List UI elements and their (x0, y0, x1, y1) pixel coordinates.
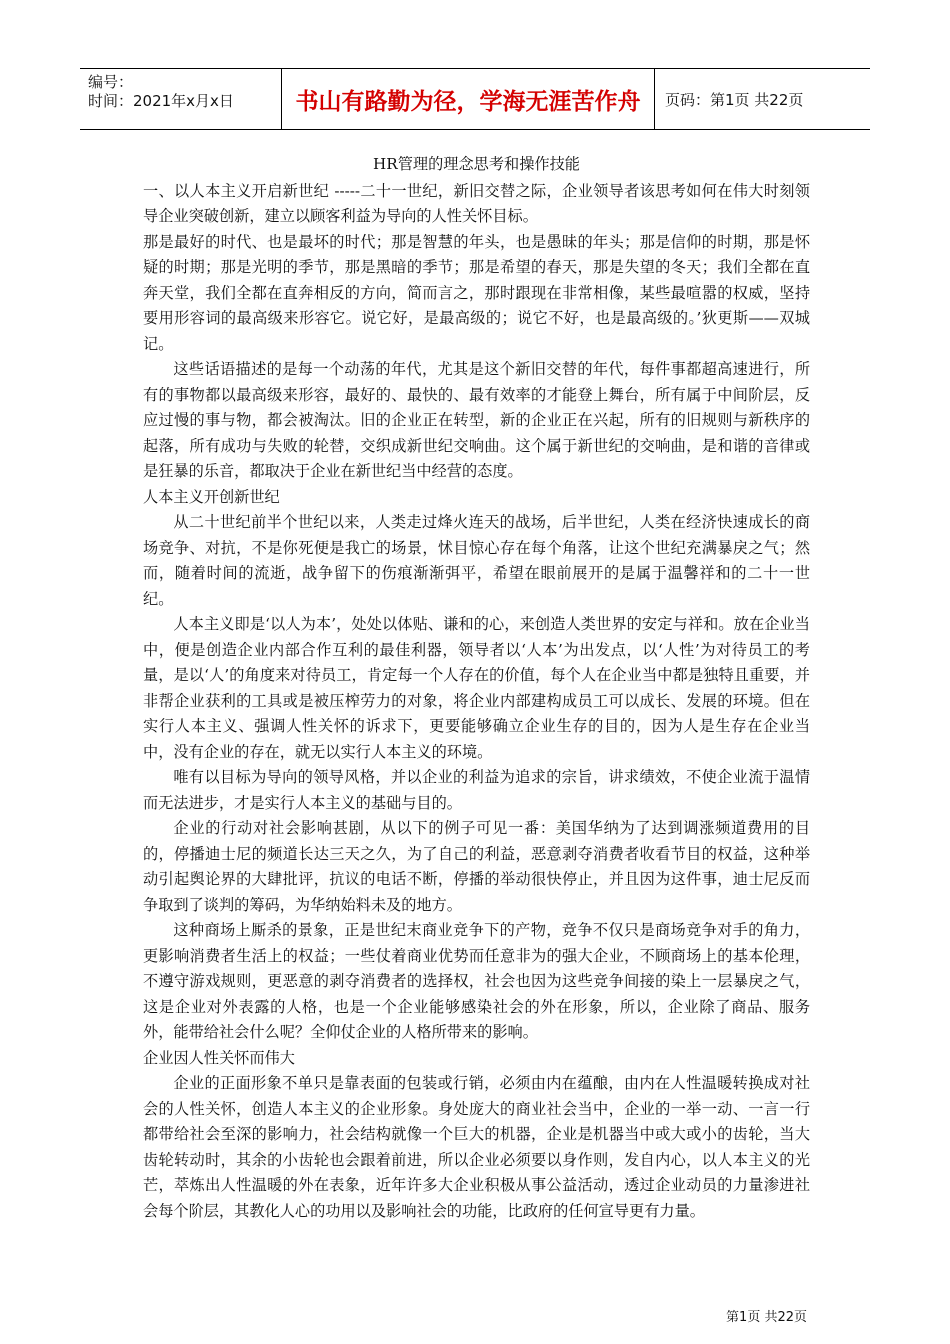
paragraph: 唯有以目标为导向的领导风格，并以企业的利益为追求的宗旨，讲求绩效，不使企业流于温情而无法进步，才是实行人本主义的基础与目的。 (143, 768, 810, 812)
paragraph: 企业的正面形象不单只是靠表面的包装或行销，必须由内在蕴酿，由内在人性温暖转换成对社会的人性关怀，创造人本主义的企业形象。身处庞大的商业社会当中，企业的一举一动、一言一行都带给社会至深的影响力，社会结构就像一个巨大的机器，企业是机器当中或大或小的齿轮，当大齿轮转动时，其余的小齿轮也会跟着前进，所以企业必须要以身作则，发自内心，以人本主义的光芒，萃炼出人性温暖的外在表象，近年许多大企业积极从事公益活动，透过企业动员的力量渗进社会每个阶层，其教化人心的功用以及影响社会的功能，比政府的任何宣导更有力量。 (143, 1074, 810, 1220)
page-footer: 第1页 共22页 (726, 1310, 807, 1325)
paragraph: 一、以人本主义开启新世纪 -----二十一世纪，新旧交替之际，企业领导者该思考如何在伟大时刻领导企业突破创新，建立以顾客利益为导向的人性关怀目标。 (143, 181, 810, 225)
paragraph: 这种商场上厮杀的景象，正是世纪末商业竞争下的产物，竞争不仅只是商场竞争对手的角力，更影响消费者生活上的权益；一些仗着商业优势而任意非为的强大企业，不顾商场上的基本伦理，不遵守游戏规则，更恶意的剥夺消费者的选择权，社会也因为这些竞争间接的染上一层暴戾之气，这是企业对外表露的人格，也是一个企业能够感染社会的外在形象，所以，企业除了商品、服务外，能带给社会什么呢？全仰仗企业的人格所带来的影响。 (143, 921, 810, 1041)
header-page-label: 页码：第1页 共22页 (665, 90, 804, 109)
time-label: 时间：2021年x月x日 (88, 92, 234, 110)
document-title: HR管理的理念思考和操作技能 (373, 155, 580, 173)
document-body (143, 152, 810, 1224)
paragraph: 那是最好的时代、也是最坏的时代；那是智慧的年头，也是愚昧的年头；那是信仰的时期，那是怀疑的时期；那是光明的季节，那是黑暗的季节；那是希望的春天，那是失望的冬天；我们全都在直奔天堂，我们全都在直奔相反的方向，简而言之，那时跟现在非常相像，某些最喧嚣的权威，坚持要用形容词的最高级来形容它。说它好，是最高级的；说它不好，也是最高级的。’狄更斯——双城记。 (143, 232, 810, 353)
section-heading: 企业因人性关怀而伟大 (143, 1048, 295, 1067)
paragraph: 企业的行动对社会影响甚剧，从以下的例子可见一番：美国华纳为了达到调涨频道费用的目的，停播迪士尼的频道长达三天之久，为了自己的利益，恶意剥夺消费者收看节目的权益，这种举动引起舆论界的大肆批评，抗议的电话不断，停播的举动很快停止，并且因为这件事，迪士尼反而争取到了谈判的筹码，为华纳始料未及的地方。 (143, 819, 810, 914)
page-header (80, 68, 870, 130)
number-label: 编号： (88, 73, 134, 91)
paragraph: 人本主义即是‘以人为本’，处处以体贴、谦和的心，来创造人类世界的安定与祥和。放在企业当中，便是创造企业内部合作互利的最佳利器，领导者以‘人本’为出发点，以‘人性’为对待员工的考量，是以‘人’的角度来对待员工，肯定每一个人存在的价值，每个人在企业当中都是独特且重要，并非帮企业获利的工具或是被压榨劳力的对象，将企业内部建构成员工可以成长、发展的环境。但在实行人本主义、强调人性关怀的诉求下，更要能够确立企业生存的目的，因为人是生存在企业当中，没有企业的存在，就无以实行人本主义的环境。 (143, 615, 810, 761)
paragraph: 从二十世纪前半个世纪以来，人类走过烽火连天的战场，后半世纪，人类在经济快速成长的商场竞争、对抗，不是你死便是我亡的场景，怵目惊心存在每个角落，让这个世纪充满暴戾之气；然而，随着时间的流逝，战争留下的伤痕渐渐弭平，希望在眼前展开的是属于温馨祥和的二十一世纪。 (143, 513, 810, 608)
header-motto: 书山有路勤为径，学海无涯苦作舟 (282, 69, 655, 129)
header-meta (80, 69, 282, 129)
paragraph: 这些话语描述的是每一个动荡的年代，尤其是这个新旧交替的年代，每件事都超高速进行，所有的事物都以最高级来形容，最好的、最快的、最有效率的才能登上舞台，所有属于中间阶层，反应过慢的事与物，都会被淘汰。旧的企业正在转型，新的企业正在兴起，所有的旧规则与新秩序的起落，所有成功与失败的轮替，交织成新世纪交响曲。这个属于新世纪的交响曲，是和谐的音律或是狂暴的乐音，都取决于企业在新世纪当中经营的态度。 (143, 360, 810, 480)
section-heading: 人本主义开创新世纪 (143, 487, 280, 506)
